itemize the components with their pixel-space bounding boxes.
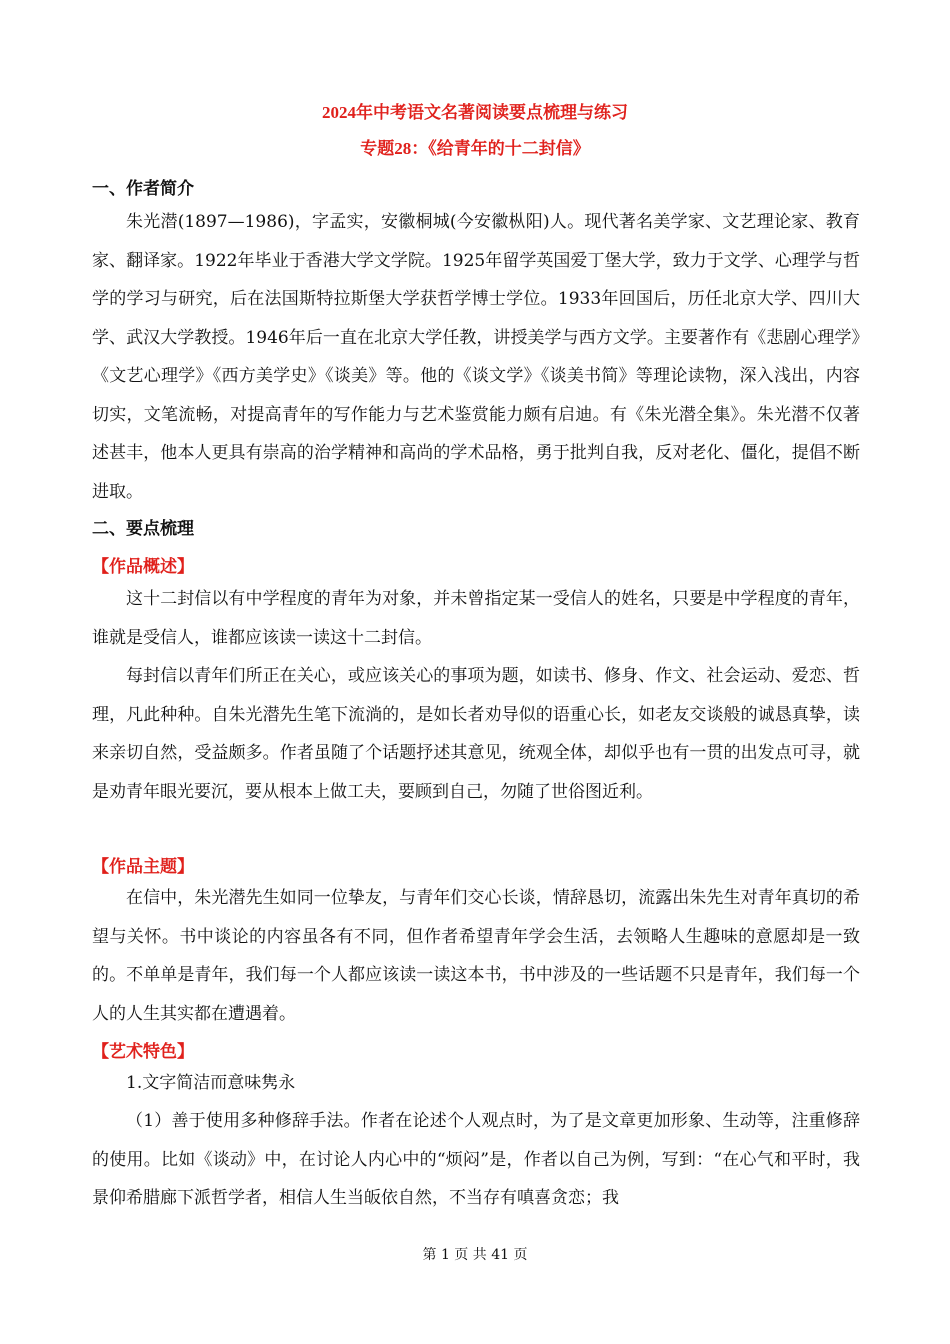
page-number-footer: 第 1 页 共 41 页: [422, 1247, 528, 1263]
document-subtitle: 专题28：《给青年的十二封信》: [360, 139, 590, 158]
art-paragraph-1: （1）善于使用多种修辞手法。作者在论述个人观点时，为了是文章更加形象、生动等，注重修辞的使用。比如《谈动》中，在讨论人内心中的“烦闷”是，作者以自己为例，写到：“在心气和平时，我景仰希腊廊下派哲学者，相信人生当皈依自然，不当存有嗔喜贪恋；我: [92, 1111, 860, 1208]
section-heading-author: 一、作者简介: [92, 179, 194, 199]
overview-paragraph-2: 每封信以青年们所正在关心，或应该关心的事项为题，如读书、修身、作文、社会运动、爱恋、哲理，凡此种种。自朱光潜先生笔下流淌的，是如长者劝导似的语重心长，如老友交谈般的诚恳真挚，读来亲切自然，受益颇多。作者虽随了个话题抒述其意见，统观全体，却似乎也有一贯的出发点可寻，就是劝青年眼光要沉，要从根本上做工夫，要顾到自己，勿随了世俗图近利。: [92, 666, 860, 802]
author-intro-paragraph: 朱光潜(1897—1986)，字孟实，安徽桐城(今安徽枞阳)人。现代著名美学家、文艺理论家、教育家、翻译家。1922年毕业于香港大学文学院。1925年留学英国爱丁堡大学，致力于文学、心理学与哲学的学习与研究，后在法国斯特拉斯堡大学获哲学博士学位。1933年回国后，历任北京大学、四川大学、武汉大学教授。1946年后一直在北京大学任教，讲授美学与西方文学。主要著作有《悲剧心理学》《文艺心理学》《西方美学史》《谈美》等。他的《谈文学》《谈美书简》等理论读物，深入浅出，内容切实，文笔流畅，对提高青年的写作能力与艺术鉴赏能力颇有启迪。有《朱光潜全集》。朱光潜不仅著述甚丰，他本人更具有崇高的治学精神和高尚的学术品格，勇于批判自我，反对老化、僵化，提倡不断进取。: [92, 212, 860, 502]
art-subheading-1: 1.文字简洁而意味隽永: [126, 1073, 296, 1093]
tag-art-features: 【艺术特色】: [92, 1042, 194, 1062]
overview-paragraph-1: 这十二封信以有中学程度的青年为对象，并未曾指定某一受信人的姓名，只要是中学程度的青年，谁就是受信人，谁都应该读一读这十二封信。: [92, 589, 860, 648]
section-heading-key-points: 二、要点梳理: [92, 519, 194, 539]
document-title: 2024年中考语文名著阅读要点梳理与练习: [322, 103, 628, 122]
theme-paragraph: 在信中，朱光潜先生如同一位挚友，与青年们交心长谈，情辞恳切，流露出朱先生对青年真切的希望与关怀。书中谈论的内容虽各有不同，但作者希望青年学会生活，去领略人生趣味的意愿却是一致的。不单单是青年，我们每一个人都应该读一读这本书，书中涉及的一些话题不只是青年，我们每一个人的人生其实都在遭遇着。: [92, 888, 860, 1024]
tag-work-overview: 【作品概述】: [92, 557, 194, 577]
tag-work-theme: 【作品主题】: [92, 857, 194, 877]
